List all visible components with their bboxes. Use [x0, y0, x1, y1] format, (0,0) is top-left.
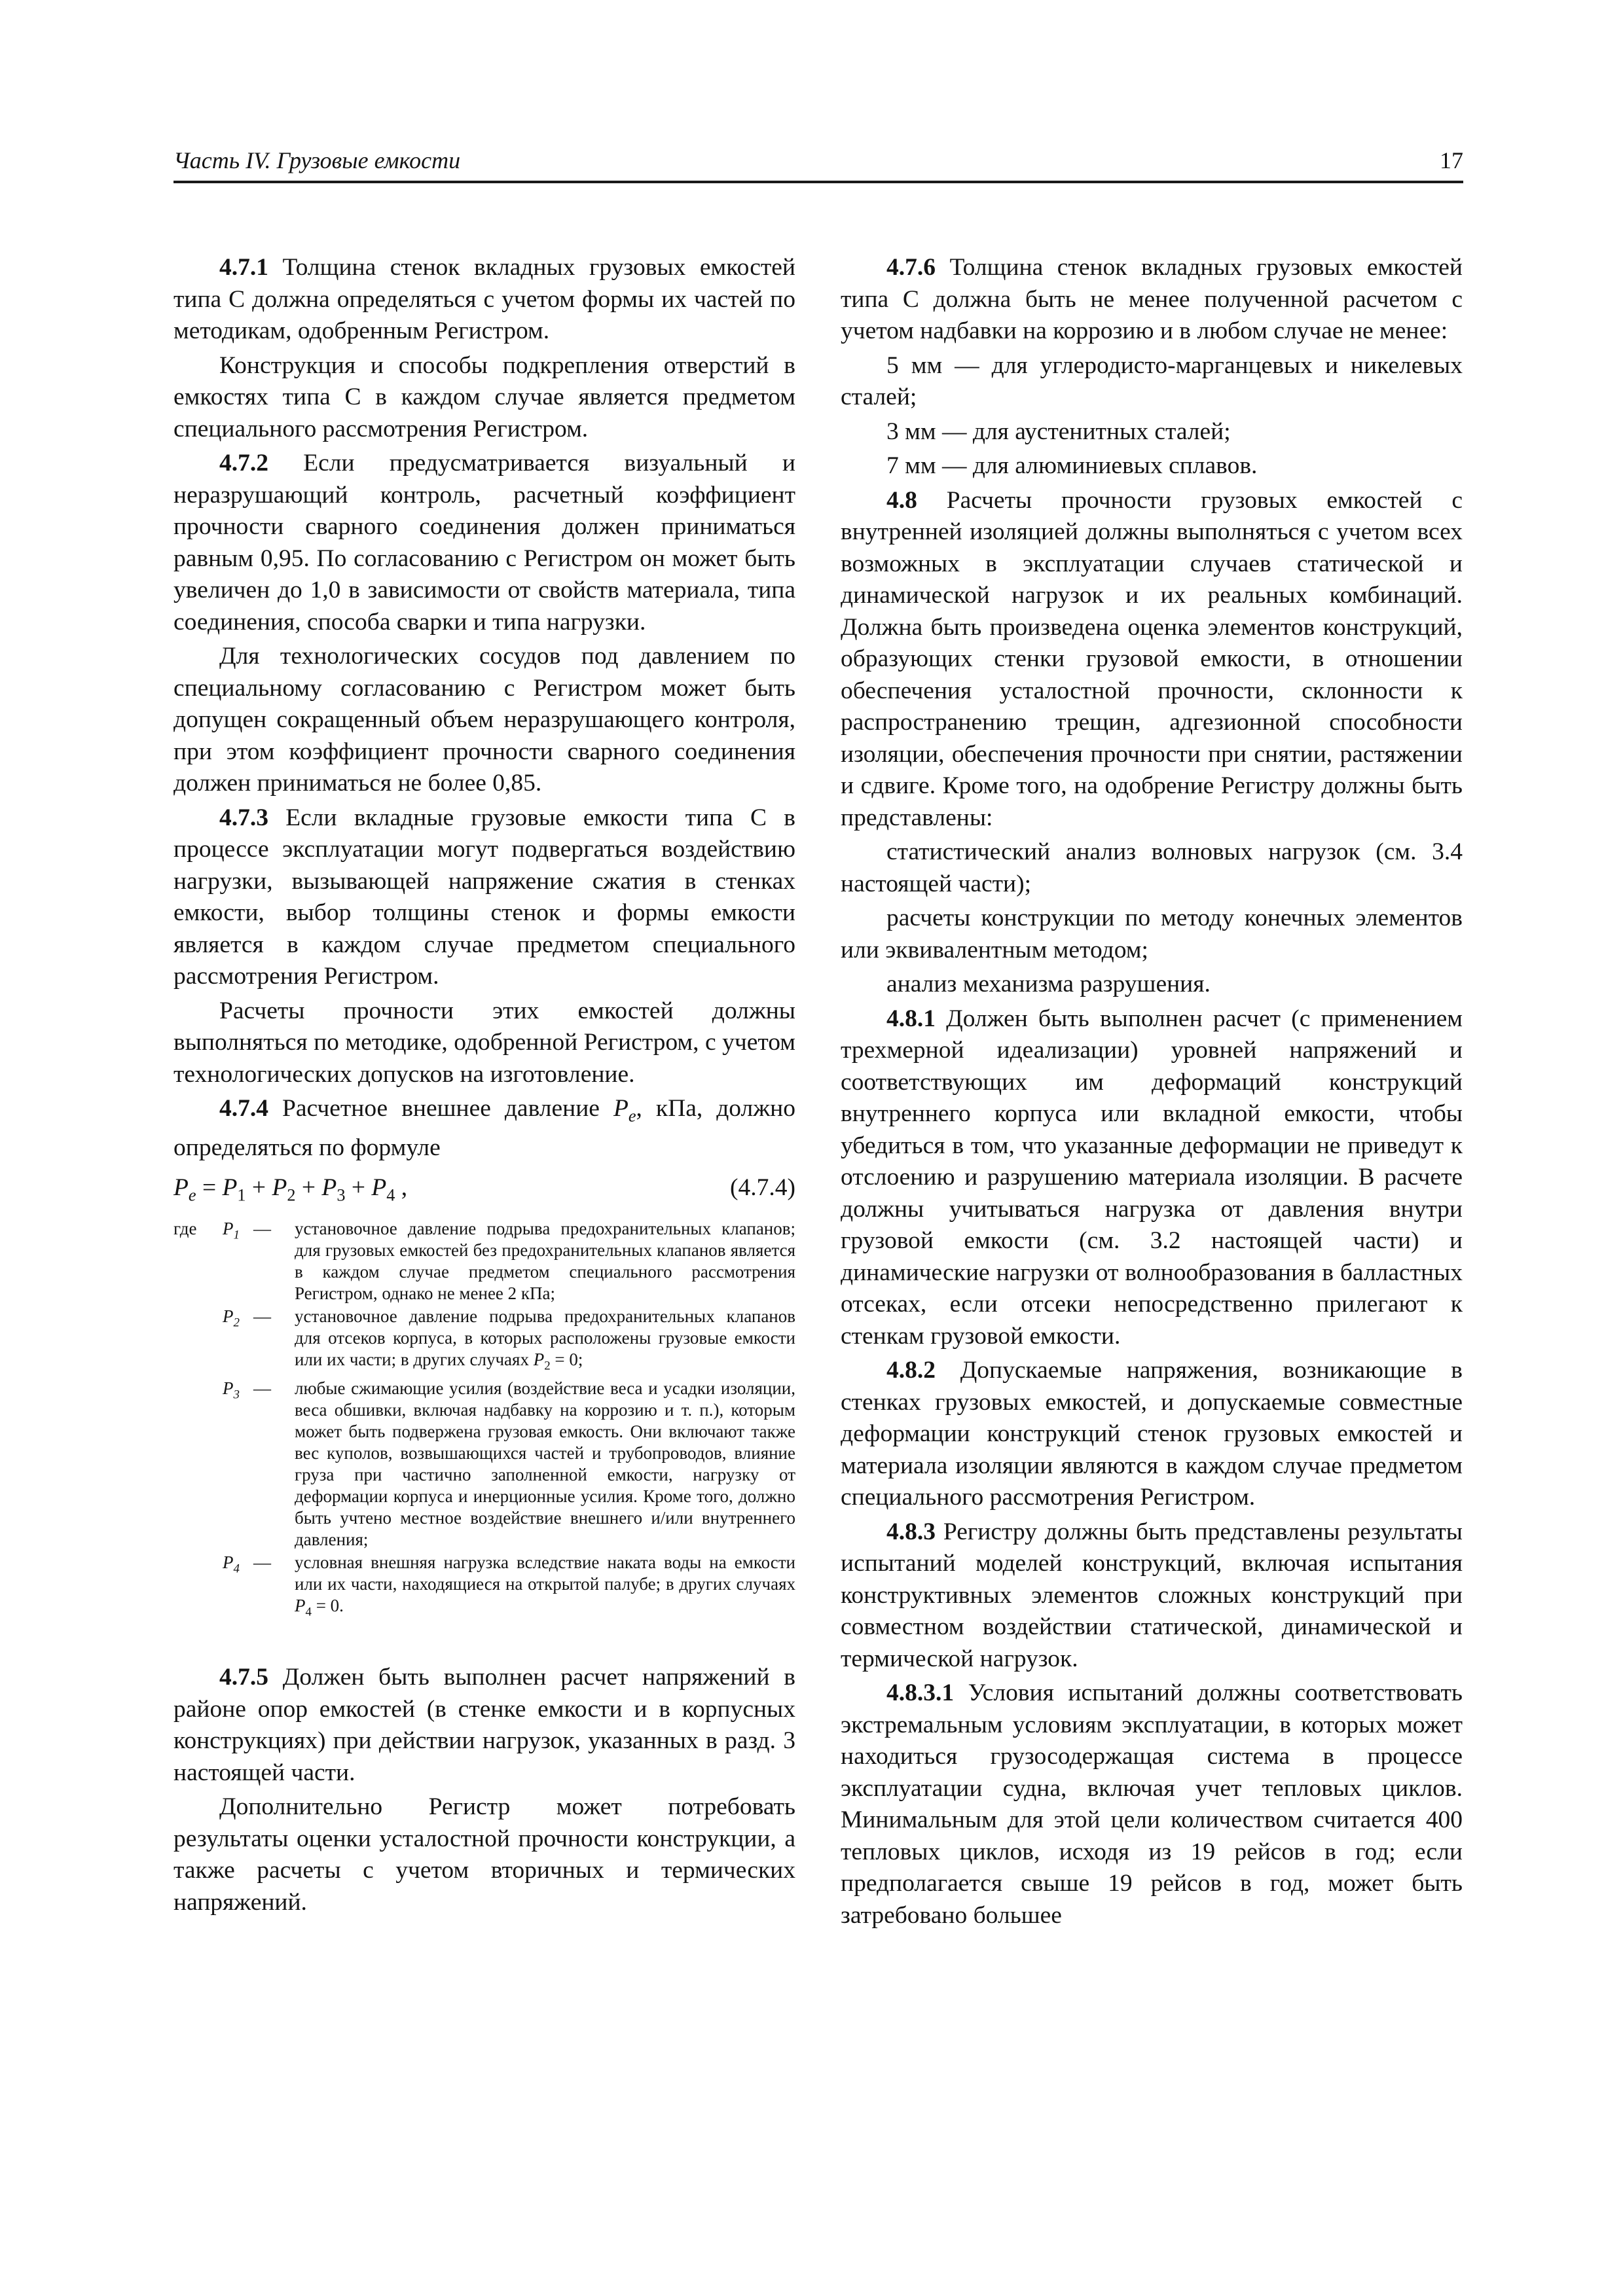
inline-symbol-sub: 2 [544, 1358, 551, 1372]
definition-tail: = 0. [311, 1595, 344, 1615]
clause-number: 4.8 [886, 486, 917, 514]
definition-text: любые сжимающие усилия (воздействие веса и усадки изоляции, веса обшивки, включая надбавку на коррозию и т. п.), которым может быть подвержена грузовая емкость. Они включают также вес куполов, возвышающихся частей и трубопроводов, влияние груза при частично заполненной емкости, нагрузку от деформации корпуса и инерционные усилия. Кроме того, должно быть учтено местное воздействие внешнего и/или внутреннего давления; [295, 1378, 795, 1549]
definition-text: установочное давление подрыва предохранительных клапанов для отсеков корпуса, в которых расположены грузовые емкости или их части; в других случаях [295, 1306, 795, 1369]
definition-tail: = 0; [550, 1349, 583, 1369]
paragraph-4-8-3 [841, 1516, 1463, 1676]
formula-definitions [173, 1218, 795, 1623]
paragraph-4-7-5-cont: Дополнительно Регистр может потребовать результаты оценки усталостной прочности конструкции, а также расчеты с учетом вторичных и термических напряжений. [173, 1793, 795, 1916]
definition-symbol [223, 1306, 240, 1333]
formula-4-7-4 [173, 1172, 795, 1206]
definition-symbol [223, 1218, 240, 1246]
paragraph-4-7-6 [841, 252, 1463, 348]
paragraph-text: Должен быть выполнен расчет (с применением трехмерной идеализации) уровней напряжений и соответствующих им деформаций конструкций внутреннего корпуса или вкладной емкости, чтобы убедиться в том, что указанные деформации не приведут к отслоению и разрушению материала изоляции. В расчете должны учитываться нагрузка от давления внутри грузовой емкости (см. 3.2 настоящей части) и динамические нагрузки от волнообразования в балластных отсеках, если отсеки непосредственно прилегают к стенкам грузовой емкости. [841, 1005, 1463, 1350]
paragraph-text: Расчетное внешнее давление [282, 1095, 600, 1122]
paragraph-text: Допускаемые напряжения, возникающие в стенках грузовых емкостей, и допускаемые совместные деформации конструкций стенок грузовых емкостей и материала изоляции являются в каждом случае предметом специального рассмотрения Регистром. [841, 1357, 1463, 1511]
formula-term-sub: 3 [337, 1185, 346, 1204]
clause-number: 4.8.2 [886, 1357, 936, 1384]
paragraph-4-7-3 [173, 802, 795, 993]
formula-term-sub: 4 [386, 1185, 395, 1204]
paragraph-text: Если предусматривается визуальный и неразрушающий контроль, расчетный коэффициент прочности сварного соединения должен приниматься равным 0,95. По согласованию с Регистром он может быть увеличен до 1,0 в зависимости от свойств материала, типа соединения, способа сварки и типа нагрузки. [173, 450, 795, 636]
definition-dash: — [253, 1218, 271, 1238]
symbol-subscript: 4 [233, 1562, 240, 1576]
clause-number: 4.7.2 [219, 450, 268, 476]
inline-symbol-sub: 4 [305, 1605, 312, 1619]
definition-symbol [223, 1378, 240, 1405]
definition-p2 [173, 1306, 795, 1376]
symbol-subscript: 3 [233, 1388, 240, 1402]
definition-dash: — [253, 1378, 271, 1398]
definition-text: установочное давление подрыва предохранительных клапанов; для грузовых емкостей без предохранительных клапанов является в каждом случае предметом специального рассмотрения Регистром, однако не менее 2 кПа; [295, 1218, 795, 1303]
paragraph-4-7-1-cont: Конструкция и способы подкрепления отверстий в емкостях типа C в каждом случае является предметом специального рассмотрения Регистром. [173, 351, 795, 442]
left-column [173, 252, 795, 1921]
where-label: где [173, 1218, 197, 1238]
formula-term-sub: 1 [237, 1185, 246, 1204]
formula-plus: + [251, 1174, 266, 1201]
paragraph-text: Толщина стенок вкладных грузовых емкостей типа C должна определяться с учетом формы их частей по методикам, одобренным Регистром. [173, 254, 795, 344]
formula-term: P [321, 1174, 337, 1201]
inline-symbol: P [295, 1595, 306, 1615]
list-item: анализ механизма разрушения. [886, 971, 1211, 997]
formula-lhs: P [173, 1174, 189, 1201]
clause-number: 4.7.6 [886, 254, 936, 281]
formula-term: P [272, 1174, 287, 1201]
definition-symbol [223, 1552, 240, 1579]
formula-term-sub: 2 [287, 1185, 296, 1204]
clause-number: 4.7.4 [219, 1095, 268, 1122]
right-column [841, 252, 1463, 1934]
formula-number: (4.7.4) [730, 1174, 795, 1201]
formula-term: P [222, 1174, 238, 1201]
definition-p3 [173, 1378, 795, 1551]
list-item: 7 мм — для алюминиевых сплавов. [886, 452, 1258, 479]
paragraph-4-8-3-1 [841, 1677, 1463, 1931]
symbol-letter: P [223, 1218, 234, 1238]
definition-p1 [173, 1218, 795, 1304]
paragraph-4-7-2-cont: Для технологических сосудов под давлением по специальному согласованию с Регистром может быть допущен сокращенный объем неразрушающего контроля, при этом коэффициент прочности сварного соединения должен приниматься не более 0,85. [173, 643, 795, 797]
formula-term: P [371, 1174, 387, 1201]
definition-text: условная внешняя нагрузка вследствие наката воды на емкости или их части, находящиеся на открытой палубе; в других случаях [295, 1552, 795, 1594]
paragraph-text: Толщина стенок вкладных грузовых емкостей типа C должна быть не менее полученной расчетом с учетом надбавки на коррозию и в любом случае не менее: [841, 254, 1463, 344]
paragraph-4-8-2 [841, 1355, 1463, 1514]
list-item: 3 мм — для аустенитных сталей; [886, 418, 1231, 445]
paragraph-text: Если вкладные грузовые емкости типа C в процессе эксплуатации могут подвергаться воздействию нагрузки, вызывающей напряжение сжатия в стенках емкости, выбор толщины стенок и формы емкости является в каждом случае предметом специального рассмотрения Регистром. [173, 804, 795, 990]
symbol-subscript: 1 [233, 1227, 240, 1242]
formula-body [173, 1172, 407, 1211]
list-item: 5 мм — для углеродисто-марганцевых и никелевых сталей; [841, 351, 1463, 410]
paragraph-4-7-1 [173, 252, 795, 348]
formula-lhs-sub: e [188, 1185, 196, 1204]
paragraph-text: Регистру должны быть представлены результаты испытаний моделей конструкций, включая испытания конструктивных элементов сложных конструкций при совместном воздействии статической, динамической и термической нагрузок. [841, 1518, 1463, 1672]
paragraph-text: , кПа, должно определяться по формуле [173, 1095, 795, 1161]
formula-plus: + [351, 1174, 365, 1201]
paragraph-text: Должен быть выполнен расчет напряжений в районе опор емкостей (в стенке емкости и в корпусных конструкциях) при действии нагрузок, указанных в разд. 3 настоящей части. [173, 1664, 795, 1786]
list-item: статистический анализ волновых нагрузок (см. 3.4 настоящей части); [841, 838, 1463, 897]
definition-dash: — [253, 1306, 271, 1326]
inline-symbol: P [533, 1349, 545, 1369]
clause-number: 4.8.3.1 [886, 1679, 955, 1706]
paragraph-text: Расчеты прочности грузовых емкостей с внутренней изоляцией должны выполняться с учетом всех возможных в эксплуатации случаев статической и динамической нагрузок и их реальных комбинаций. Должна быть произведена оценка элементов конструкций, образующих стенки грузовой емкости, в отношении обеспечения усталостной прочности, склонности к распространению трещин, адгезионной способности изоляции, обеспечения прочности при снятии, растяжении и сдвиге. Кроме того, на одобрение Регистру должны быть представлены: [841, 486, 1463, 831]
formula-equals: = [202, 1174, 217, 1201]
paragraph-4-7-3-cont: Расчеты прочности этих емкостей должны выполняться по методике, одобренной Регистром, с учетом технологических допусков на изготовление. [173, 997, 795, 1088]
symbol-letter: P [223, 1306, 234, 1326]
clause-number: 4.7.1 [219, 254, 268, 281]
running-header [173, 144, 1463, 183]
symbol-letter: P [223, 1378, 234, 1398]
definition-p4 [173, 1552, 795, 1623]
page-number: 17 [1440, 147, 1463, 173]
header-title: Часть IV. Грузовые емкости [173, 147, 461, 173]
clause-number: 4.8.1 [886, 1005, 936, 1032]
paragraph-text: Условия испытаний должны соответствовать экстремальным условиям эксплуатации, в которых может находиться грузосодержащая система в процессе эксплуатации судна, включая учет тепловых циклов. Минимальным для этой цели количеством считается 400 тепловых циклов, исходя из 19 рейсов в год; если предполагается свыше 19 рейсов в год, может быть затребовано большее [841, 1679, 1463, 1929]
paragraph-4-7-5 [173, 1662, 795, 1789]
symbol-subscript: 2 [233, 1315, 240, 1329]
list-item: расчеты конструкции по методу конечных элементов или эквивалентным методом; [841, 905, 1463, 963]
formula-plus: + [301, 1174, 316, 1201]
definition-dash: — [253, 1552, 271, 1572]
paragraph-4-8 [841, 485, 1463, 834]
symbol-subscript: e [628, 1106, 636, 1126]
paragraph-4-8-1 [841, 1003, 1463, 1353]
symbol-letter: P [223, 1552, 234, 1572]
paragraph-4-7-4 [173, 1093, 795, 1164]
clause-number: 4.8.3 [886, 1518, 936, 1545]
clause-number: 4.7.3 [219, 804, 268, 831]
paragraph-4-7-2 [173, 448, 795, 638]
formula-comma: , [401, 1174, 408, 1201]
clause-number: 4.7.5 [219, 1664, 268, 1691]
symbol-p: P [613, 1095, 629, 1122]
